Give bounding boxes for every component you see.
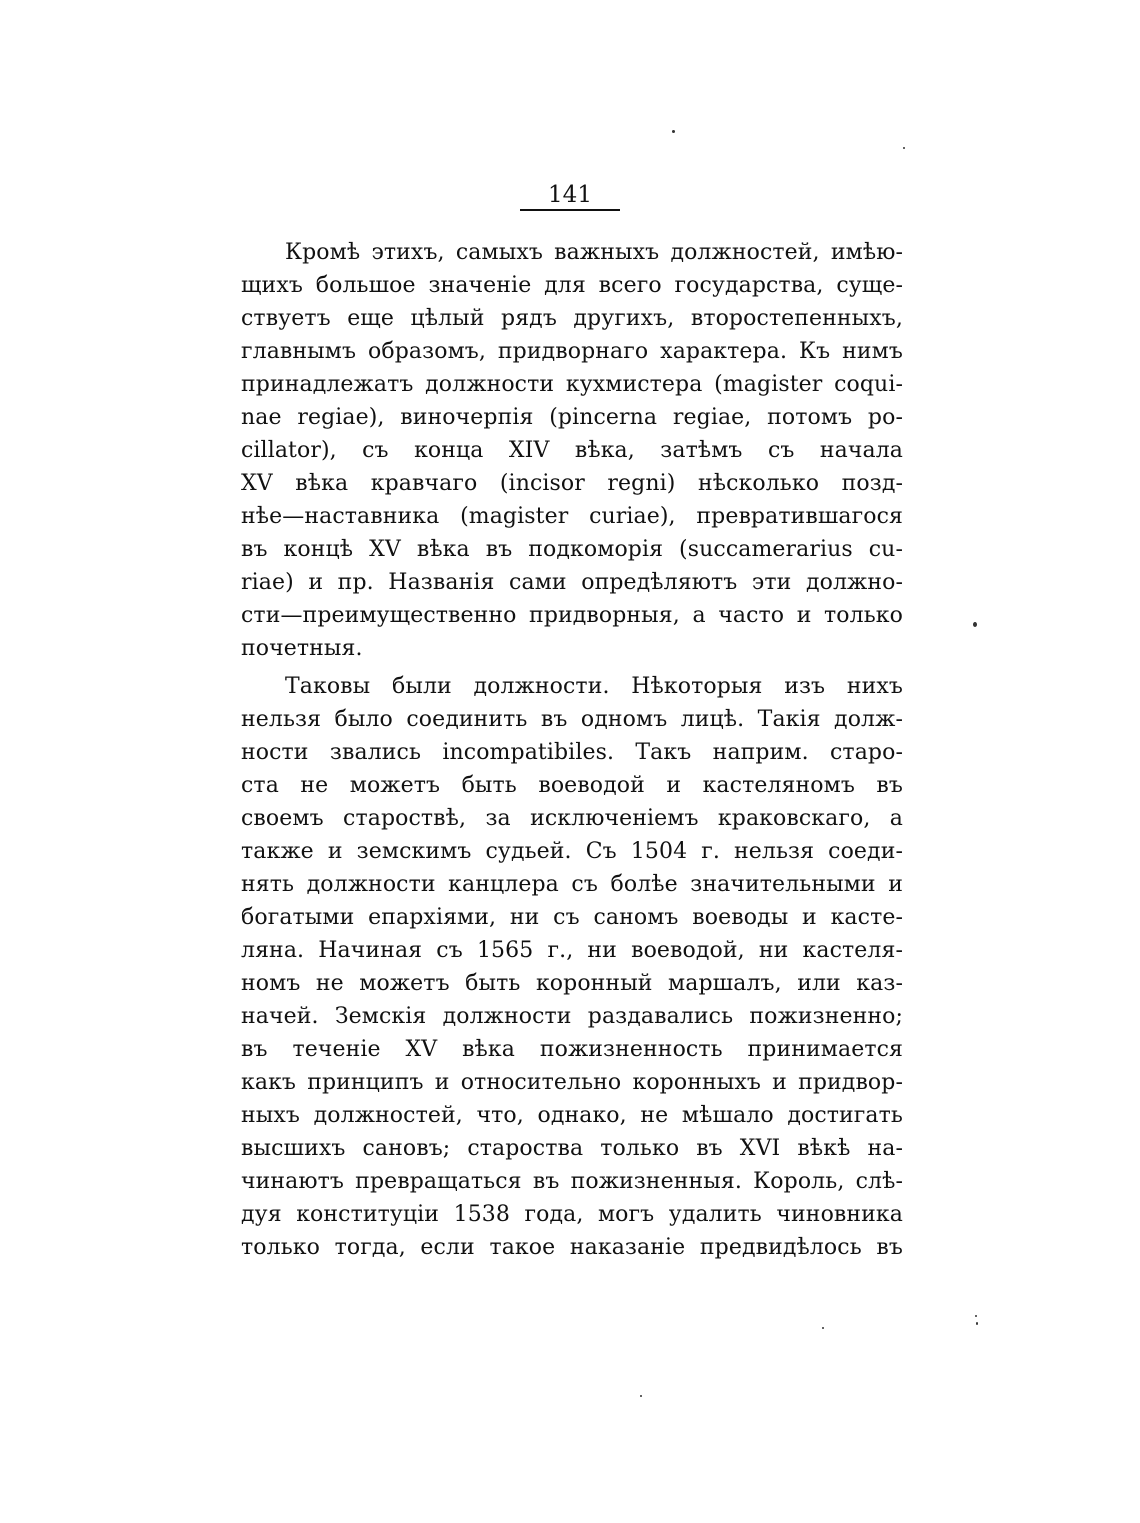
text-line: ствуетъ еще цѣлый рядъ другихъ, второстепенныхъ, — [241, 306, 903, 331]
text-line: также и земскимъ судьей. Съ 1504 г. нельзя соеди- — [241, 839, 903, 864]
text-line: ности звались incompatibiles. Такъ наприм. старо- — [241, 740, 903, 765]
text-line: своемъ староствѣ, за исключеніемъ краковскаго, а — [241, 806, 903, 831]
text-line: нѣе—наставника (magister curiae), превратившагося — [241, 504, 903, 529]
text-line: riae) и пр. Названія сами опредѣляютъ эти должно- — [241, 570, 903, 595]
text-line: XV вѣка кравчаго (incisor regni) нѣсколько позд- — [241, 471, 903, 496]
paragraph-2 — [241, 670, 903, 1264]
text-line: богатыми епархіями, ни съ саномъ воеводы и касте- — [241, 905, 903, 930]
text-line: дуя конституціи 1538 года, могъ удалить чиновника — [241, 1202, 903, 1227]
text-line: nae regiae), виночерпія (pincerna regiae, потомъ po- — [241, 405, 903, 430]
text-line: Кромѣ этихъ, самыхъ важныхъ должностей, имѣю- — [285, 240, 903, 265]
text-line: Таковы были должности. Нѣкоторыя изъ нихъ — [285, 674, 903, 699]
text-line: ляна. Начиная съ 1565 г., ни воеводой, ни кастеля- — [241, 938, 903, 963]
text-line: сти—преимущественно придворныя, а часто и только — [241, 603, 903, 628]
text-line: въ концѣ XV вѣка въ подкоморія (succamerarius cu- — [241, 537, 903, 562]
scan-speck — [822, 1327, 824, 1329]
text-line: только тогда, если такое наказаніе предвидѣлось въ — [241, 1235, 903, 1260]
scan-speck — [640, 1395, 642, 1397]
text-line: ста не можетъ быть воеводой и кастеляномъ въ — [241, 773, 903, 798]
text-line: нять должности канцлера съ болѣе значительными и — [241, 872, 903, 897]
text-line: щихъ большое значеніе для всего государства, суще- — [241, 273, 903, 298]
page-number-rule — [520, 209, 620, 211]
body-text — [241, 236, 903, 1264]
text-line: высшихъ сановъ; староства только въ XVI вѣкѣ на- — [241, 1136, 903, 1161]
paragraph-1 — [241, 236, 903, 665]
text-line: ныхъ должностей, что, однако, не мѣшало достигать — [241, 1103, 903, 1128]
text-line: принадлежатъ должности кухмистера (magister coqui- — [241, 372, 903, 397]
scan-speck — [903, 147, 905, 149]
text-line: чинаютъ превращаться въ пожизненныя. Король, слѣ- — [241, 1169, 903, 1194]
text-line: cillator), съ конца XIV вѣка, затѣмъ съ начала — [241, 438, 903, 463]
scan-speck — [973, 622, 977, 627]
text-line: нельзя было соединить въ одномъ лицѣ. Такія долж- — [241, 707, 903, 732]
text-line: начей. Земскія должности раздавались пожизненно; — [241, 1004, 903, 1029]
text-line: въ теченіе XV вѣка пожизненность принимается — [241, 1037, 903, 1062]
scan-speck — [672, 130, 675, 133]
text-line: какъ принципъ и относительно коронныхъ и придвор- — [241, 1070, 903, 1095]
page-number: 141 — [548, 182, 592, 208]
text-line: главнымъ образомъ, придворнаго характера. Къ нимъ — [241, 339, 903, 364]
scan-speck — [975, 1315, 977, 1317]
text-line: номъ не можетъ быть коронный маршалъ, или каз- — [241, 971, 903, 996]
text-line: почетныя. — [241, 636, 363, 661]
scan-speck — [976, 1322, 978, 1325]
